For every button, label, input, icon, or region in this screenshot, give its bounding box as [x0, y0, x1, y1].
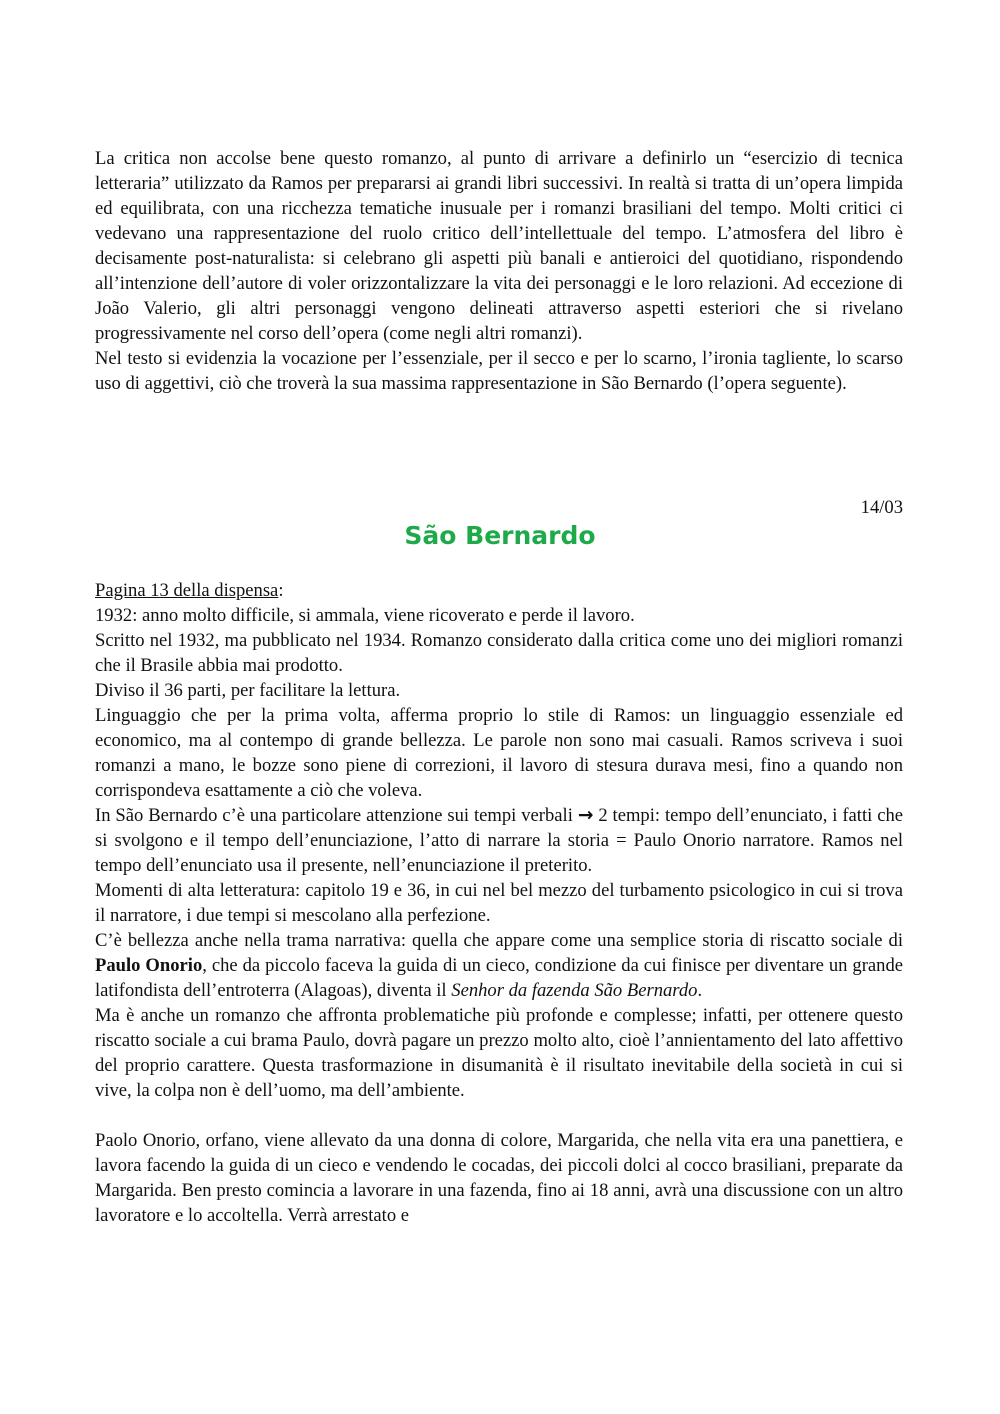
arrow-icon: →: [577, 805, 594, 826]
section-title: São Bernardo: [404, 521, 596, 550]
intro-paragraph-1: La critica non accolse bene questo romanzo, al punto di arrivare a definirlo un “esercizio di tecnica letteraria” utilizzato da Ramos per prepararsi ai grandi libri successivi. In realtà si tratta di un’opera limpida ed equilibrata, con una ricchezza tematiche inusuale per i romanzi brasiliani del tempo. Molti critici ci vedevano una rappresentazione del ruolo critico dell’intellettuale del tempo. L’atmosfera del libro è decisamente post-naturalista: si celebrano gli aspetti più banali e antieroici del quotidiano, rispondendo all’intenzione dell’autore di voler orizzontalizzare la vita dei personaggi e le loro relazioni. Ad eccezione di João Valerio, gli altri personaggi vengono delineati attraverso aspetti esteriori che si rivelano progressivamente nel corso dell’opera (come negli altri romanzi).: [95, 148, 903, 344]
source-link: Pagina 13 della dispensa: [95, 580, 279, 601]
paragraph-plot: [95, 928, 903, 1003]
lecture-date: 14/03: [860, 497, 903, 518]
paragraph-publication: Scritto nel 1932, ma pubblicato nel 1934. Romanzo considerato dalla critica come uno dei migliori romanzi che il Brasile abbia mai prodotto.: [95, 630, 903, 676]
source-note: [95, 578, 903, 603]
tenses-text-b: 2 tempi: tempo dell’enunciato, i fatti che si svolgono e il tempo dell’enunciazione, l’atto di narrare la storia = Paulo Onorio narratore. Ramos nel tempo dell’enunciato usa il presente, nell’enunciazione il preterito.: [95, 805, 903, 876]
plot-text-b: , che da piccolo faceva la guida di un cieco, condizione da cui finisce per diventare un grande latifondista dell’entroterra (Alagoas), diventa il: [95, 955, 903, 1001]
paragraph-problems: Ma è anche un romanzo che affronta problematiche più profonde e complesse; infatti, per ottenere questo riscatto sociale a cui brama Paulo, dovrà pagare un prezzo molto alto, cioè l’annientamento del lato affettivo del proprio carattere. Questa trasformazione in disumanità è il risultato inevitabile della società in cui si vive, la colpa non è dell’uomo, ma dell’ambiente.: [95, 1005, 903, 1101]
paragraph-tenses: [95, 803, 903, 878]
intro-paragraph-2: Nel testo si evidenzia la vocazione per l’essenziale, per il secco e per lo scarno, l’ironia tagliente, lo scarso uso di aggettivi, ciò che troverà la sua massima rappresentazione in São Bernardo (l’opera seguente).: [95, 348, 903, 394]
intro-text: [95, 146, 903, 396]
paragraph-parts: Diviso il 36 parti, per facilitare la lettura.: [95, 680, 401, 701]
tenses-text-a: In São Bernardo c’è una particolare attenzione sui tempi verbali: [95, 805, 578, 826]
plot-title-italic: Senhor da fazenda São Bernardo: [451, 980, 698, 1001]
paragraph-1932: 1932: anno molto difficile, si ammala, viene ricoverato e perde il lavoro.: [95, 605, 635, 626]
plot-name-bold: Paulo Onorio: [95, 955, 203, 976]
plot-text-c: .: [697, 980, 703, 1001]
source-colon: :: [278, 580, 284, 601]
section-body: [95, 578, 903, 1228]
plot-text-a: C’è bellezza anche nella trama narrativa: quella che appare come una semplice storia di riscatto sociale di: [95, 930, 903, 951]
paragraph-language: Linguaggio che per la prima volta, afferma proprio lo stile di Ramos: un linguaggio essenziale ed economico, ma al contempo di grande bellezza. Le parole non sono mai casuali. Ramos scriveva i suoi romanzi a mano, le bozze sono piene di correzioni, il lavoro di stesura durava mesi, fino a quando non corrispondeva esattamente a ciò che voleva.: [95, 705, 903, 801]
spacer: [95, 1103, 903, 1128]
paragraph-literature: Momenti di alta letteratura: capitolo 19 e 36, in cui nel bel mezzo del turbamento psicologico in cui si trova il narratore, i due tempi si mescolano alla perfezione.: [95, 880, 903, 926]
paragraph-story: Paolo Onorio, orfano, viene allevato da una donna di colore, Margarida, che nella vita era una panettiera, e lavora facendo la guida di un cieco e vendendo le cocadas, dei piccoli dolci al cocco brasiliani, preparate da Margarida. Ben presto comincia a lavorare in una fazenda, fino ai 18 anni, avrà una discussione con un altro lavoratore e lo accoltella. Verrà arrestato e: [95, 1130, 903, 1226]
